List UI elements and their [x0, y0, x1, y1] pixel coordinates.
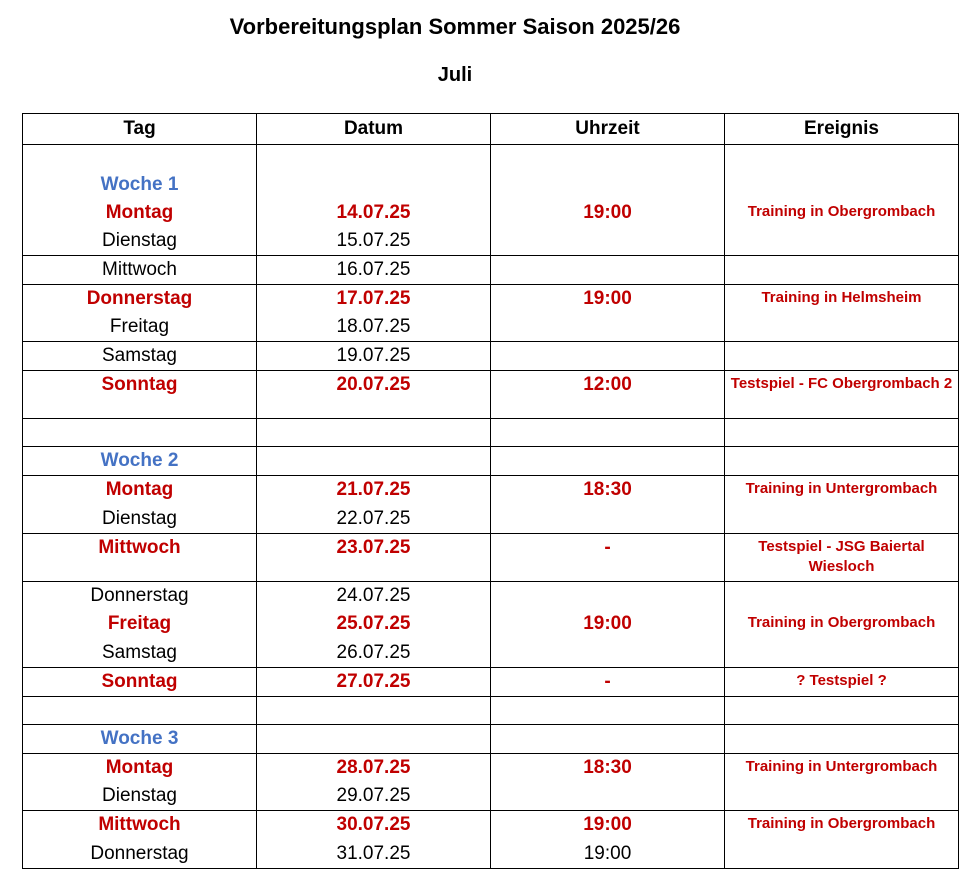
cell-ereignis [725, 171, 959, 199]
cell-tag: Donnerstag [23, 581, 257, 610]
table-row [23, 533, 959, 581]
table-row [23, 505, 959, 534]
cell-tag: Dienstag [23, 782, 257, 811]
cell-tag: Woche 2 [23, 447, 257, 476]
cell-uhrzeit [491, 447, 725, 476]
cell-uhrzeit: 19:00 [491, 284, 725, 313]
table-row [23, 782, 959, 811]
cell-datum: 18.07.25 [257, 313, 491, 342]
table-row [23, 342, 959, 371]
cell-uhrzeit [491, 313, 725, 342]
cell-datum [257, 171, 491, 199]
cell-uhrzeit [491, 255, 725, 284]
cell-ereignis [725, 255, 959, 284]
week-row [23, 447, 959, 476]
cell-datum [257, 724, 491, 753]
cell-ereignis [725, 581, 959, 610]
cell-tag [23, 145, 257, 171]
header-datum: Datum [257, 114, 491, 145]
cell-datum: 19.07.25 [257, 342, 491, 371]
cell-uhrzeit: 12:00 [491, 371, 725, 419]
table-row [23, 811, 959, 840]
cell-datum: 26.07.25 [257, 639, 491, 668]
week-row [23, 171, 959, 199]
table-row [23, 667, 959, 696]
cell-uhrzeit: 18:30 [491, 753, 725, 782]
cell-uhrzeit: 19:00 [491, 811, 725, 840]
table-row [23, 753, 959, 782]
cell-ereignis [725, 505, 959, 534]
cell-ereignis: ? Testspiel ? [725, 667, 959, 696]
cell-ereignis [725, 342, 959, 371]
table-row [23, 639, 959, 668]
table-row [23, 581, 959, 610]
cell-uhrzeit: 19:00 [491, 840, 725, 869]
cell-uhrzeit [491, 724, 725, 753]
cell-datum: 16.07.25 [257, 255, 491, 284]
cell-ereignis: Training in Obergrombach [725, 199, 959, 227]
header-tag: Tag [23, 114, 257, 145]
cell-tag: Donnerstag [23, 284, 257, 313]
cell-uhrzeit: 19:00 [491, 199, 725, 227]
table-row [23, 476, 959, 505]
cell-datum: 27.07.25 [257, 667, 491, 696]
cell-datum: 15.07.25 [257, 227, 491, 256]
cell-datum [257, 419, 491, 447]
table-row [23, 227, 959, 256]
cell-datum: 14.07.25 [257, 199, 491, 227]
header-uhrzeit: Uhrzeit [491, 114, 725, 145]
cell-ereignis: Training in Untergrombach [725, 753, 959, 782]
table-row [23, 255, 959, 284]
cell-ereignis: Training in Untergrombach [725, 476, 959, 505]
cell-uhrzeit: 19:00 [491, 610, 725, 639]
table-row [23, 610, 959, 639]
cell-datum: 17.07.25 [257, 284, 491, 313]
cell-ereignis [725, 639, 959, 668]
table-row [23, 313, 959, 342]
cell-tag: Montag [23, 753, 257, 782]
cell-datum: 23.07.25 [257, 533, 491, 581]
cell-ereignis: Training in Helmsheim [725, 284, 959, 313]
cell-uhrzeit [491, 227, 725, 256]
cell-uhrzeit [491, 171, 725, 199]
cell-datum: 28.07.25 [257, 753, 491, 782]
spacer-row [23, 696, 959, 724]
cell-ereignis [725, 313, 959, 342]
cell-ereignis [725, 145, 959, 171]
cell-uhrzeit: 18:30 [491, 476, 725, 505]
cell-ereignis: Training in Obergrombach [725, 811, 959, 840]
cell-ereignis [725, 782, 959, 811]
cell-tag: Montag [23, 199, 257, 227]
cell-datum [257, 447, 491, 476]
schedule-table [22, 113, 959, 869]
cell-tag: Sonntag [23, 667, 257, 696]
schedule-body [23, 145, 959, 869]
cell-tag: Freitag [23, 610, 257, 639]
cell-tag: Woche 1 [23, 171, 257, 199]
cell-tag [23, 419, 257, 447]
cell-uhrzeit [491, 639, 725, 668]
cell-uhrzeit [491, 145, 725, 171]
cell-ereignis: Testspiel - FC Obergrombach 2 [725, 371, 959, 419]
header-row [23, 114, 959, 145]
cell-tag: Mittwoch [23, 533, 257, 581]
week-row [23, 724, 959, 753]
cell-tag: Donnerstag [23, 840, 257, 869]
cell-tag: Dienstag [23, 505, 257, 534]
cell-uhrzeit: - [491, 667, 725, 696]
month-title: Juli [437, 64, 473, 86]
cell-ereignis [725, 227, 959, 256]
spacer-row [23, 419, 959, 447]
cell-ereignis [725, 840, 959, 869]
cell-tag [23, 696, 257, 724]
table-row [23, 840, 959, 869]
cell-tag: Mittwoch [23, 811, 257, 840]
cell-datum: 29.07.25 [257, 782, 491, 811]
cell-uhrzeit [491, 342, 725, 371]
cell-datum: 24.07.25 [257, 581, 491, 610]
table-row [23, 284, 959, 313]
cell-ereignis: Testspiel - JSG Baiertal Wiesloch [725, 533, 959, 581]
cell-uhrzeit [491, 581, 725, 610]
page-title: Vorbereitungsplan Sommer Saison 2025/26 [229, 14, 681, 39]
header-ereignis: Ereignis [725, 114, 959, 145]
cell-datum: 31.07.25 [257, 840, 491, 869]
cell-datum: 25.07.25 [257, 610, 491, 639]
cell-tag: Freitag [23, 313, 257, 342]
table-row [23, 199, 959, 227]
cell-uhrzeit [491, 782, 725, 811]
cell-tag: Montag [23, 476, 257, 505]
cell-datum: 22.07.25 [257, 505, 491, 534]
cell-datum [257, 696, 491, 724]
cell-uhrzeit [491, 505, 725, 534]
cell-uhrzeit [491, 696, 725, 724]
table-row [23, 371, 959, 419]
cell-ereignis [725, 724, 959, 753]
cell-tag: Mittwoch [23, 255, 257, 284]
cell-ereignis [725, 696, 959, 724]
cell-tag: Samstag [23, 639, 257, 668]
cell-tag: Dienstag [23, 227, 257, 256]
cell-tag: Woche 3 [23, 724, 257, 753]
cell-ereignis [725, 447, 959, 476]
cell-tag: Samstag [23, 342, 257, 371]
cell-uhrzeit: - [491, 533, 725, 581]
cell-tag: Sonntag [23, 371, 257, 419]
spacer-row [23, 145, 959, 171]
cell-datum: 30.07.25 [257, 811, 491, 840]
cell-datum: 21.07.25 [257, 476, 491, 505]
cell-ereignis [725, 419, 959, 447]
cell-ereignis: Training in Obergrombach [725, 610, 959, 639]
cell-datum: 20.07.25 [257, 371, 491, 419]
cell-uhrzeit [491, 419, 725, 447]
cell-datum [257, 145, 491, 171]
